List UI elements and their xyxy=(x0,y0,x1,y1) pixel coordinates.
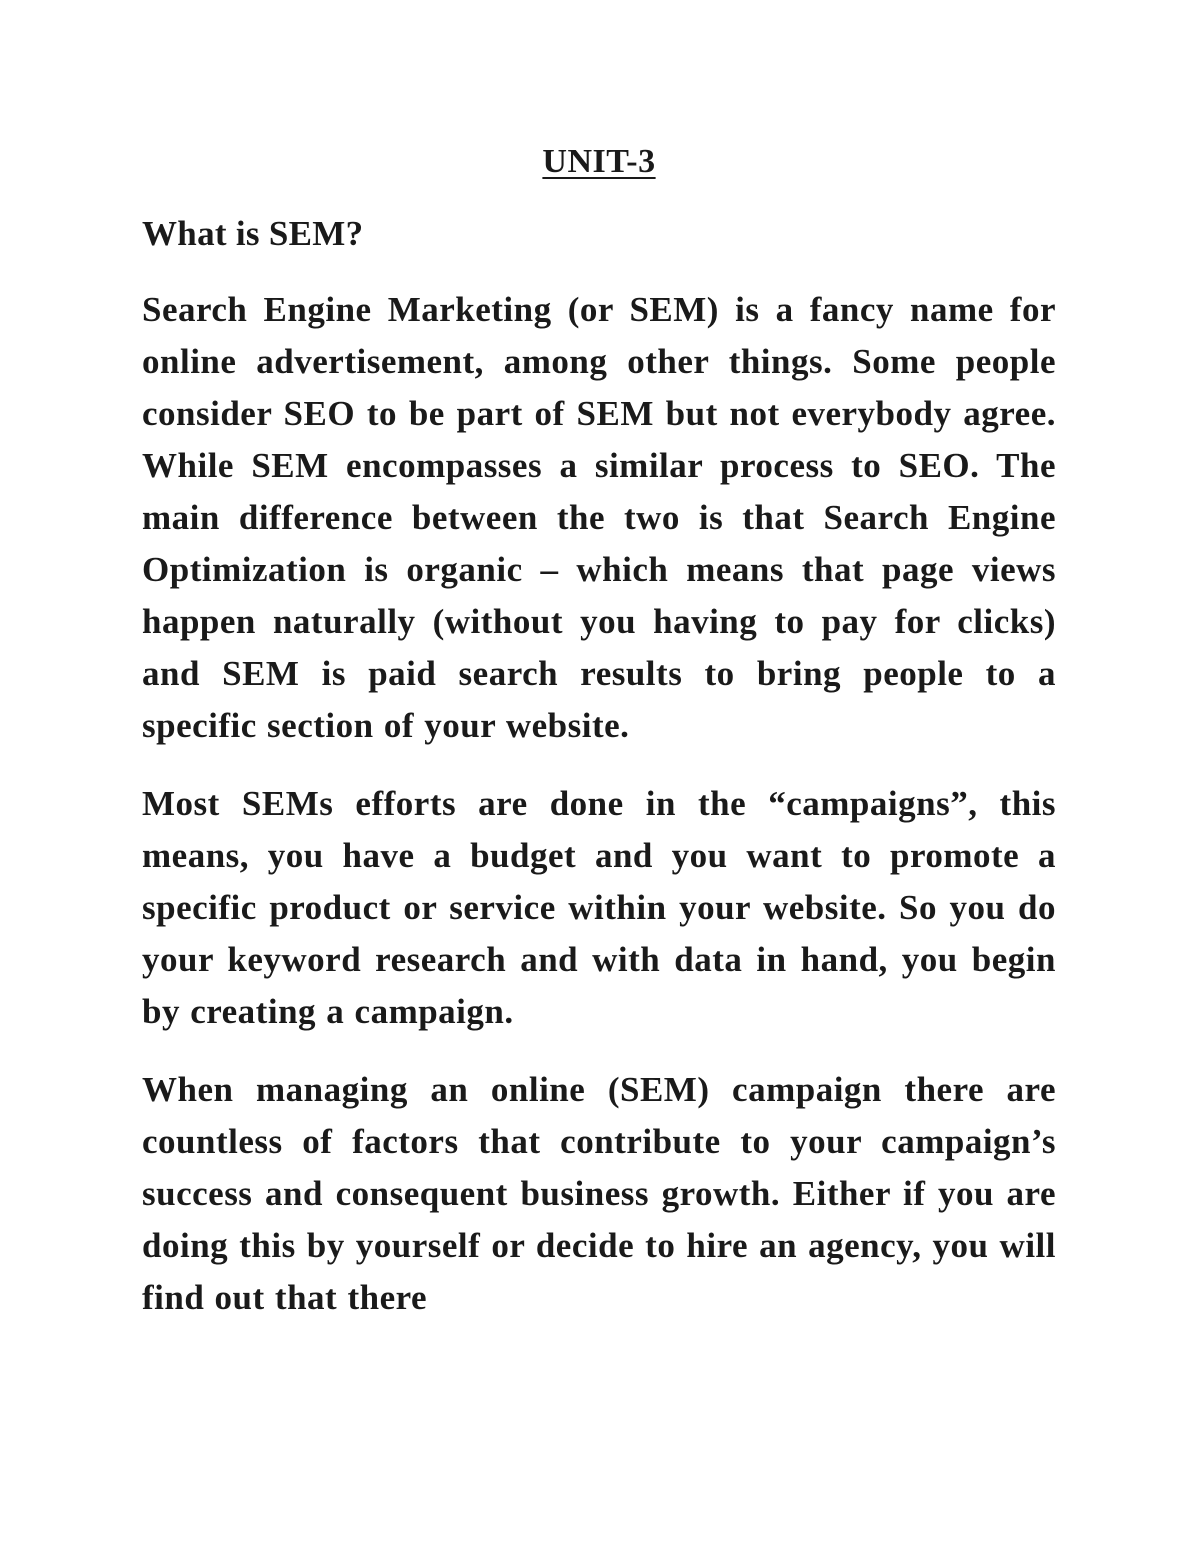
paragraph-sem-definition: Search Engine Marketing (or SEM) is a fancy name for online advertisement, among other things. Some people consider SEO to be part of SEM but not everybody agree. While SEM encompasses a similar process to SEO. The main difference between the two is that Search Engine Optimization is organic – which means that page views happen naturally (without you having to pay for clicks) and SEM is paid search results to bring people to a specific section of your website. xyxy=(142,290,1056,745)
document-content xyxy=(142,140,1056,1324)
section-heading: What is SEM? xyxy=(142,214,364,253)
unit-title: UNIT-3 xyxy=(542,143,656,180)
paragraph-sem-campaigns: Most SEMs efforts are done in the “campaigns”, this means, you have a budget and you want to promote a specific product or service within your website. So you do your keyword research and with data in hand, you begin by creating a campaign. xyxy=(142,784,1056,1031)
paragraph-campaign-management: When managing an online (SEM) campaign there are countless of factors that contribute to your campaign’s success and consequent business growth. Either if you are doing this by yourself or decide to hire an agency, you will find out that there xyxy=(142,1070,1056,1317)
